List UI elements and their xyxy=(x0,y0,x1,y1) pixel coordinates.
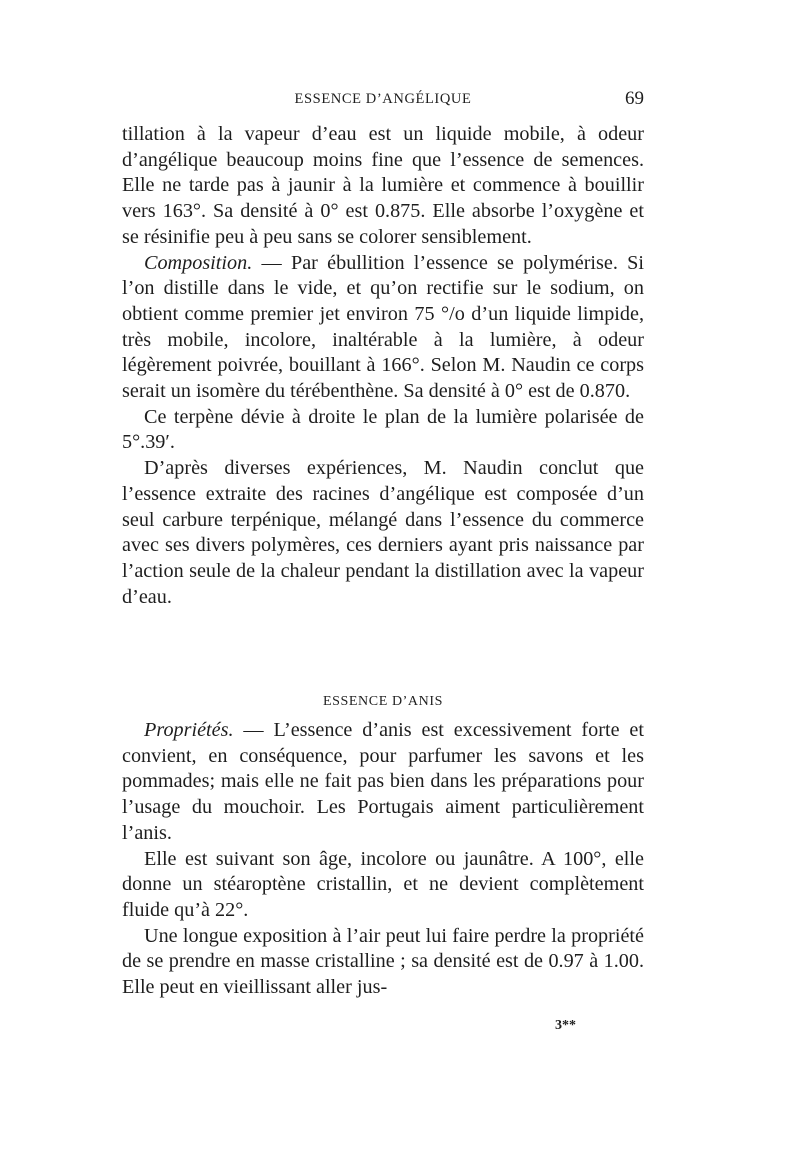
text-block-anis xyxy=(122,718,644,1001)
page-number: 69 xyxy=(625,88,644,109)
page-header xyxy=(122,88,644,112)
proprietes-text: — L’essence d’anis est excessivement forte et convient, en conséquence, pour parfumer les savons et les pommades; mais elle ne fait pas bien dans les préparations pour l’usage du mouchoir. Les Portugais aiment particulièrement l’anis. xyxy=(122,719,644,844)
running-title: ESSENCE D’ANGÉLIQUE xyxy=(294,91,472,107)
text-block-angelique xyxy=(122,122,644,610)
paragraph-conclusion: D’après diverses expériences, M. Naudin conclut que l’essence extraite des racines d’angélique est composée d’un seul carbure terpénique, mélangé dans l’essence du commerce avec ses divers polymères, ces derniers ayant pris naissance par l’action seule de la chaleur pendant la distillation avec la vapeur d’eau. xyxy=(122,457,644,608)
section-title: ESSENCE D’ANIS xyxy=(322,694,444,709)
paragraph-polarisation: Ce terpène dévie à droite le plan de la lumière polarisée de 5°.39′. xyxy=(122,405,644,454)
paragraph-composition xyxy=(122,251,644,405)
paragraph-exposition: Une longue exposition à l’air peut lui faire perdre la propriété de se prendre en masse cristalline ; sa densité est de 0.97 à 1.00. Elle peut en vieillissant aller jus- xyxy=(122,924,644,999)
proprietes-label: Propriétés. xyxy=(144,719,234,741)
paragraph-age: Elle est suivant son âge, incolore ou jaunâtre. A 100°, elle donne un stéaroptène cristallin, et ne devient complètement fluide qu’à 22°. xyxy=(122,847,644,921)
composition-text: — Par ébullition l’essence se polymérise. Si l’on distille dans le vide, et qu’on rectifie sur le sodium, on obtient comme premier jet environ 75 °/o d’un liquide limpide, très mobile, incolore, inaltérable à la lumière, à odeur légèrement poivrée, bouillant à 166°. Selon M. Naudin ce corps serait un isomère du térébenthène. Sa densité à 0° est de 0.870. xyxy=(122,251,644,403)
composition-label: Composition. xyxy=(144,251,253,274)
paragraph-proprietes xyxy=(122,718,644,847)
signature-mark: 3** xyxy=(555,1018,576,1033)
paragraph-distillation: tillation à la vapeur d’eau est un liquide mobile, à odeur d’angélique beaucoup moins fine que l’essence de semences. Elle ne tarde pas à jaunir à la lumière et commence à bouillir vers 163°. Sa densité à 0° est 0.875. Elle absorbe l’oxygène et se résinifie peu à peu sans se colorer sensiblement. xyxy=(122,123,644,248)
